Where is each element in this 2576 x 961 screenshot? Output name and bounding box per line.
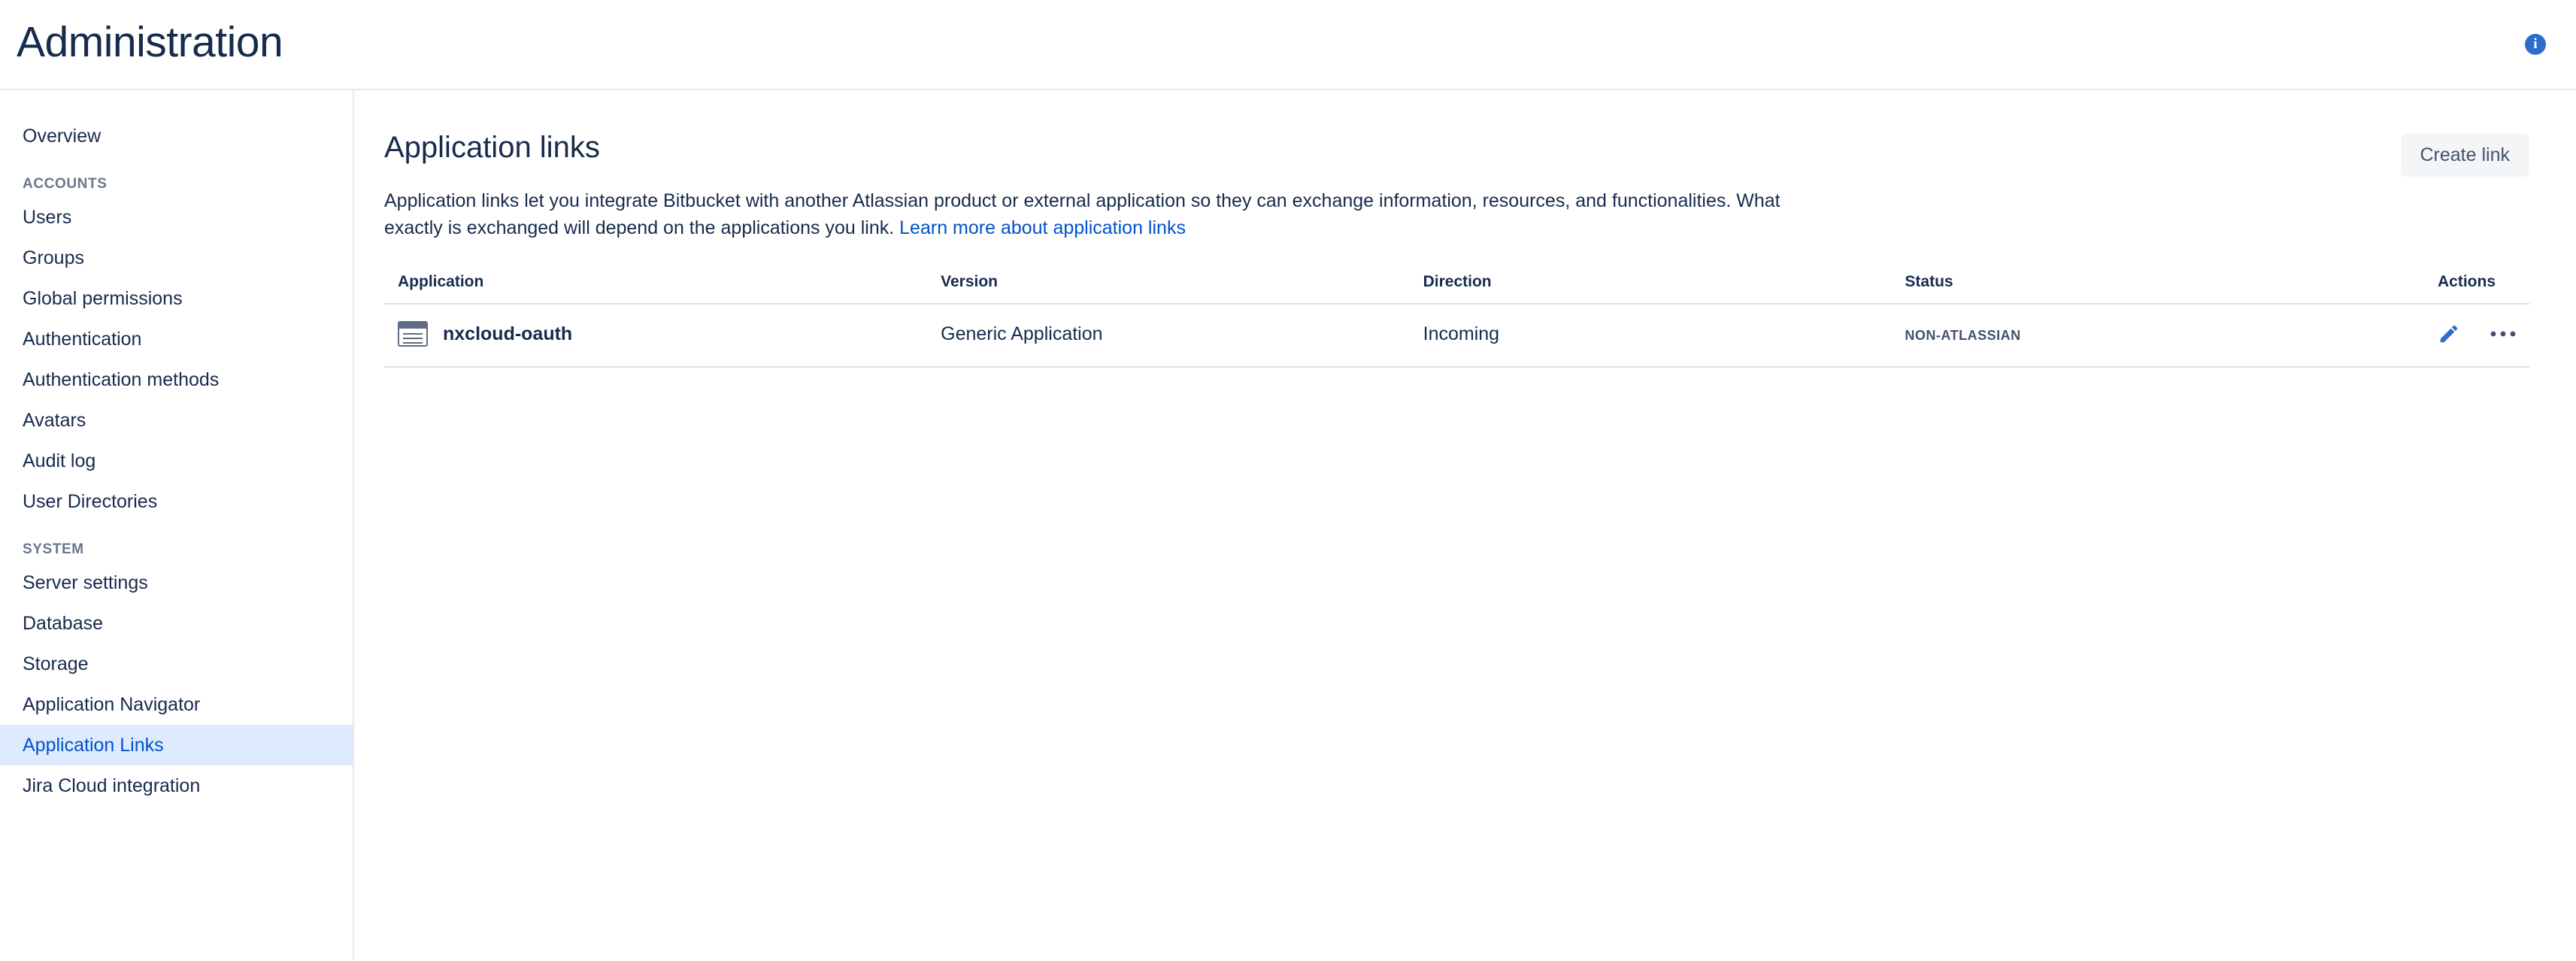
row-actions: [2438, 323, 2516, 345]
application-cell: [398, 321, 941, 347]
page-header: [0, 0, 2576, 90]
sidebar-item-user-directories[interactable]: User Directories: [23, 491, 158, 512]
learn-more-link[interactable]: Learn more about application links: [899, 217, 1186, 238]
cell-status: [1905, 304, 2438, 367]
cell-application: [384, 304, 941, 367]
table-body: [384, 304, 2529, 367]
page-description: [384, 188, 1798, 241]
sidebar: [0, 90, 354, 959]
sidebar-item-global-permissions[interactable]: Global permissions: [23, 288, 183, 309]
column-header-version: Version: [941, 273, 1423, 304]
create-link-button[interactable]: Create link: [2401, 134, 2530, 177]
header-actions: [2525, 34, 2546, 55]
application-name: nxcloud-oauth: [443, 323, 573, 344]
more-actions-icon[interactable]: [2490, 330, 2516, 338]
edit-pencil-icon[interactable]: [2438, 323, 2460, 345]
sidebar-item-authentication-methods[interactable]: Authentication methods: [23, 369, 220, 390]
table-row: [384, 304, 2529, 367]
sidebar-item-jira-cloud-integration[interactable]: Jira Cloud integration: [23, 775, 201, 796]
cell-direction: Incoming: [1423, 304, 1905, 367]
sidebar-item-database[interactable]: Database: [23, 613, 104, 634]
sidebar-item-avatars[interactable]: Avatars: [23, 410, 86, 431]
sidebar-item-application-navigator[interactable]: Application Navigator: [23, 694, 201, 715]
page-title: Administration: [17, 17, 283, 66]
main-content: [354, 90, 2576, 959]
page-body: [0, 90, 2576, 959]
application-links-table: [384, 273, 2529, 368]
table-header: [384, 273, 2529, 304]
column-header-direction: Direction: [1423, 273, 1905, 304]
description-text: Application links let you integrate Bitbucket with another Atlassian product or external application so they can exchange information, resources, and functionalities. What exactly is exchanged will depend on the applications you link.: [384, 190, 1780, 238]
column-header-application: Application: [384, 273, 941, 304]
sidebar-item-audit-log[interactable]: Audit log: [23, 450, 96, 471]
column-header-actions: Actions: [2438, 273, 2529, 304]
sidebar-item-authentication[interactable]: Authentication: [23, 329, 142, 350]
generic-application-icon: [398, 321, 428, 347]
cell-version: Generic Application: [941, 304, 1423, 367]
sidebar-item-application-links[interactable]: Application Links: [0, 725, 353, 765]
sidebar-item-overview[interactable]: Overview: [23, 126, 102, 147]
sidebar-section-system: SYSTEM: [23, 541, 84, 557]
info-icon[interactable]: i: [2525, 34, 2546, 55]
content-title: Application links: [384, 131, 600, 164]
sidebar-item-server-settings[interactable]: Server settings: [23, 572, 148, 593]
sidebar-item-users[interactable]: Users: [23, 207, 72, 228]
column-header-status: Status: [1905, 273, 2438, 304]
cell-actions: [2438, 304, 2529, 367]
sidebar-item-storage[interactable]: Storage: [23, 653, 89, 675]
sidebar-item-groups[interactable]: Groups: [23, 247, 84, 268]
table-header-row: [384, 273, 2529, 304]
status-badge: NON-ATLASSIAN: [1905, 327, 2021, 343]
sidebar-section-accounts: ACCOUNTS: [23, 176, 108, 192]
